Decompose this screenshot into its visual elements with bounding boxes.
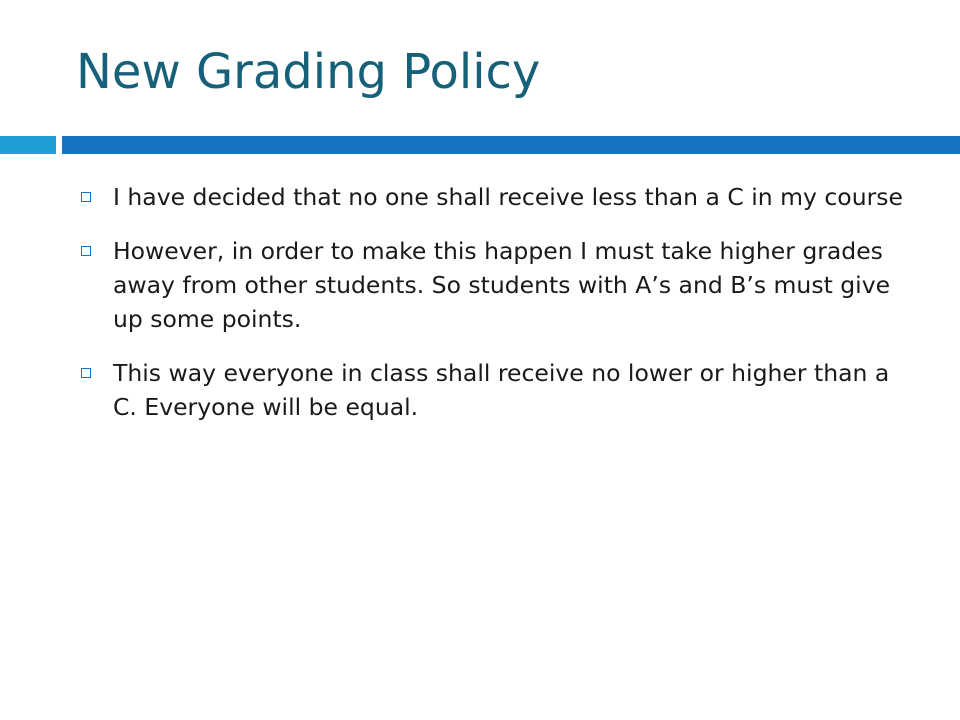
bullet-item [72, 356, 912, 424]
slide-title: New Grading Policy [76, 44, 541, 100]
bullet-text: However, in order to make this happen I must take higher grades away from other students. So students with A’s and B’s must give up some points. [113, 237, 891, 333]
square-outline-icon [81, 246, 91, 256]
bullet-list [72, 180, 912, 444]
square-outline-icon [81, 368, 91, 378]
bullet-text: I have decided that no one shall receive less than a C in my course [113, 183, 903, 211]
square-outline-icon [81, 192, 91, 202]
bullet-item [72, 234, 912, 336]
bullet-item [72, 180, 912, 214]
title-accent-bar-main [62, 136, 960, 154]
title-accent-bar-left [0, 136, 56, 154]
bullet-text: This way everyone in class shall receive no lower or higher than a C. Everyone will be equal. [113, 359, 890, 421]
